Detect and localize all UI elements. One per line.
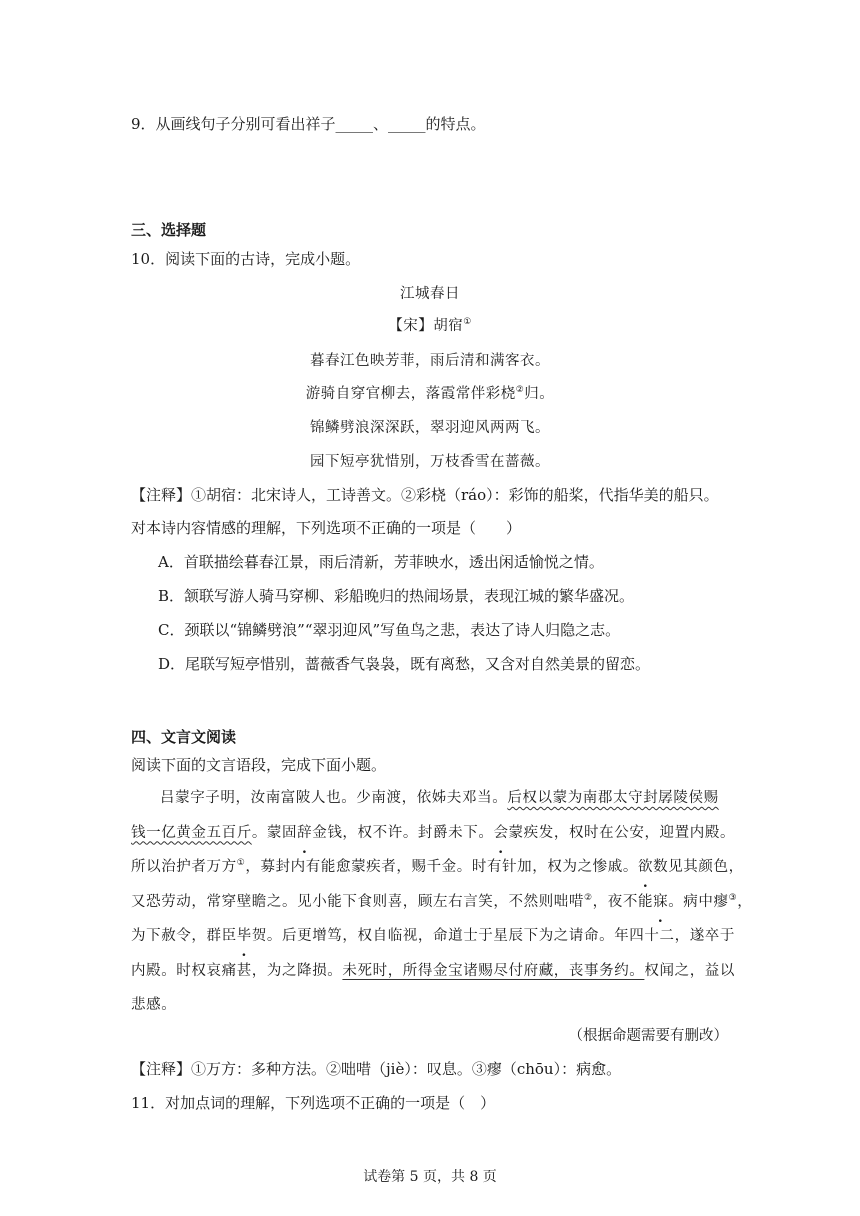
passage-line: 钱一亿黄金五百斤。蒙固辞金钱，权不许。封爵未下。会蒙疾发，权时在公安，迎置内殿。 (131, 824, 736, 841)
passage-annotation: 【注释】①万方：多种方法。②咄唶（jiè）：叹息。③瘳（chōu）：病愈。 (131, 1060, 622, 1078)
passage-line: 悲感。 (131, 997, 177, 1013)
footnote-marker: ③ (728, 892, 738, 903)
option-d: D．尾联写短亭惜别，蔷薇香气袅袅，既有离愁，又含对自然美景的留恋。 (158, 655, 651, 673)
poem-annotation: 【注释】①胡宿：北宋诗人，工诗善文。②彩桡（ráo）：彩饰的船桨，代指华美的船只。 (131, 486, 719, 504)
dotted-word: 寐 (653, 893, 669, 910)
question-10-stem: 对本诗内容情感的理解，下列选项不正确的一项是（ ） (131, 519, 522, 537)
option-c: C．颈联以“锦鳞劈浪”“翠羽迎风”写鱼鸟之悲，表达了诗人归隐之志。 (158, 621, 621, 639)
footnote-marker: ① (463, 317, 472, 328)
dotted-word: 欲 (637, 859, 654, 875)
option-a: A．首联描绘暮春江景，雨后清新，芳菲映水，透出闲适愉悦之情。 (158, 553, 604, 571)
poem-line-4: 园下短亭犹惜别，万枝香雪在蔷薇。 (310, 454, 550, 470)
question-11: 11．对加点词的理解，下列选项不正确的一项是（ ） (131, 1094, 496, 1112)
dotted-word: 毕 (236, 928, 252, 944)
poem-line-1: 暮春江色映芳菲，雨后清和满客衣。 (310, 353, 550, 369)
page-footer: 试卷第 5 页，共 8 页 (363, 1169, 497, 1185)
poem-line-3: 锦鳞劈浪深深跃，翠羽迎风两两飞。 (310, 420, 550, 436)
footnote-marker: ② (584, 892, 593, 903)
passage-line: 为下赦令，群臣毕贺。后更增笃，权自临视，命道士于星辰下为之请命。年四十二，遂卒于 (131, 928, 736, 944)
poem-author: 【宋】胡宿① (388, 317, 472, 334)
source-note: （根据命题需要有删改） (568, 1028, 728, 1044)
poem-title: 江城春日 (400, 286, 460, 302)
passage-line: 吕蒙字子明，汝南富陂人也。少南渡，依姊夫邓当。后权以蒙为南郡太守封孱陵侯赐 (160, 790, 719, 806)
footnote-marker: ② (515, 385, 525, 396)
footnote-marker: ① (236, 858, 246, 869)
section-4-intro: 阅读下面的文言语段，完成下面小题。 (131, 756, 387, 774)
wavy-underlined-text: 钱一亿黄金五百斤 (131, 824, 252, 841)
poem-line-2: 游骑自穿官柳去，落霞常伴彩桡②归。 (305, 385, 555, 402)
passage-line: 又恐劳动，常穿壁瞻之。见小能下食则喜，顾左右言笑，不然则咄唶②，夜不能寐。病中瘳③， (131, 892, 753, 910)
dotted-word: 辞 (297, 824, 313, 841)
section-3-title: 三、选择题 (131, 221, 207, 239)
option-b: B．颔联写游人骑马穿柳、彩船晚归的热闹场景，表现江城的繁华盛况。 (158, 587, 635, 605)
wavy-underlined-text: 后权以蒙为南郡太守封孱陵侯赐 (507, 790, 719, 806)
question-10-intro: 10．阅读下面的古诗，完成小题。 (131, 250, 361, 268)
dotted-word: 会 (493, 824, 509, 841)
question-9: 9．从画线句子分别可看出祥子_____、_____的特点。 (131, 115, 486, 133)
passage-line: 内殿。时权哀痛甚，为之降损。未死时，所得金宝诸赐尽付府藏，丧事务约。权闻之，益以 (131, 962, 736, 979)
underlined-sentence: 未死时，所得金宝诸赐尽付府藏，丧事务约。 (342, 962, 645, 979)
section-4-title: 四、文言文阅读 (131, 728, 237, 746)
passage-line: 所以治护者万方①，募封内有能愈蒙疾者，赐千金。时有针加，权为之惨戚。欲数见其颜色， (131, 858, 744, 875)
classical-passage (131, 781, 753, 1023)
